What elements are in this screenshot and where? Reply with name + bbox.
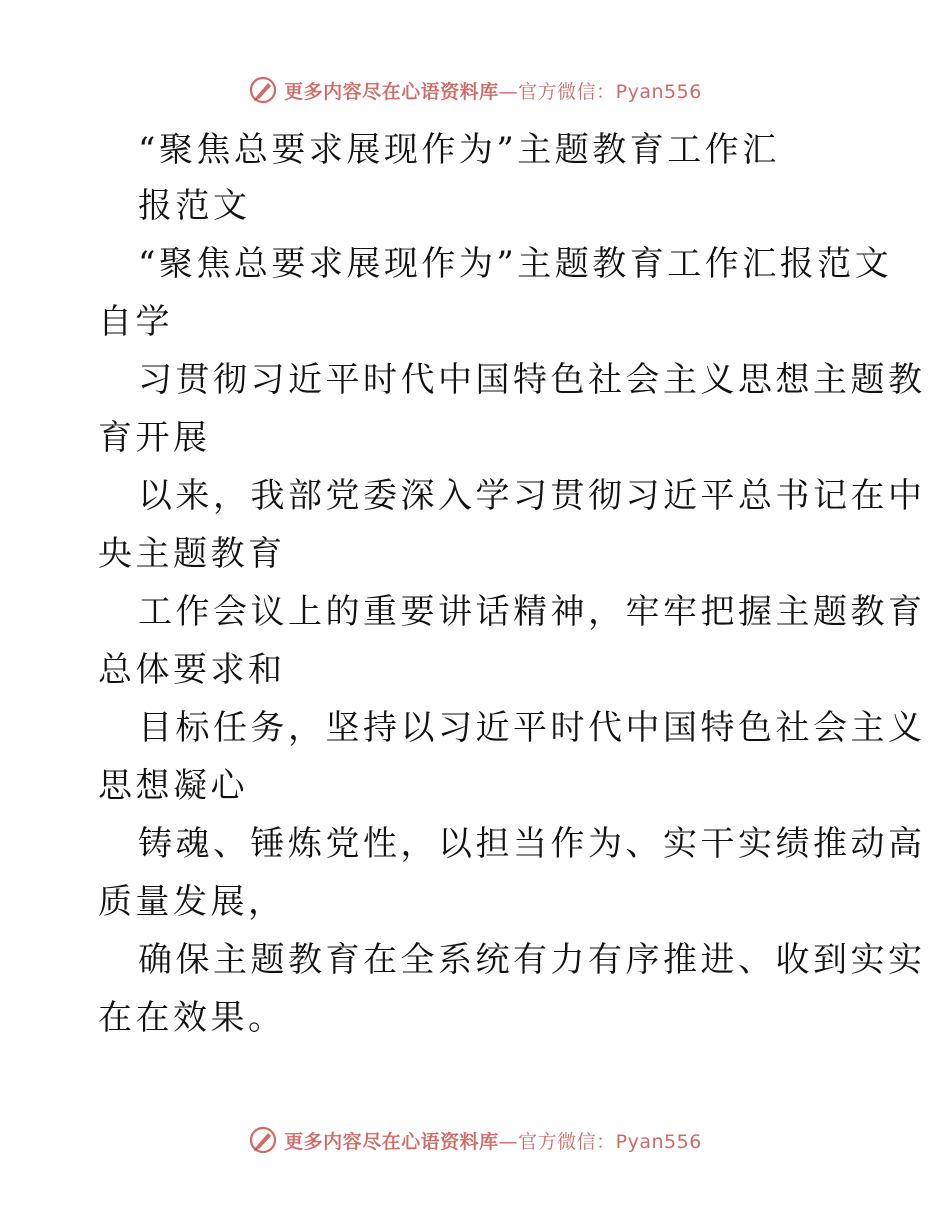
header-watermark <box>0 72 950 108</box>
quill-pen-circle-icon <box>248 75 278 105</box>
quill-pen-circle-icon <box>248 1125 278 1155</box>
watermark-text <box>284 77 702 104</box>
document-title-line-1: “聚焦总要求展现作为”主题教育工作汇 <box>138 130 780 170</box>
paragraph-line: 在在效果。 <box>98 998 286 1038</box>
paragraph-line: 以来，我部党委深入学习贯彻习近平总书记在中 <box>138 476 926 516</box>
watermark-main: 更多内容尽在心语资料库 <box>284 80 499 103</box>
paragraph-line: 总体要求和 <box>98 650 286 690</box>
watermark-separator: — <box>498 1130 519 1153</box>
paragraph-line: 工作会议上的重要讲话精神，牢牢把握主题教育 <box>138 592 926 632</box>
paragraph-line: 确保主题教育在全系统有力有序推进、收到实实 <box>138 940 926 980</box>
paragraph-line: 自学 <box>98 302 173 342</box>
paragraph-line: 铸魂、锤炼党性，以担当作为、实干实绩推动高 <box>138 824 926 864</box>
paragraph-line: 央主题教育 <box>98 534 286 574</box>
paragraph-line: 目标任务，坚持以习近平时代中国特色社会主义 <box>138 708 926 748</box>
paragraph-line: 思想凝心 <box>98 766 248 806</box>
watermark-main: 更多内容尽在心语资料库 <box>284 1130 499 1153</box>
document-title-line-2: 报范文 <box>138 186 251 226</box>
watermark-tail: 官方微信：Pyan556 <box>518 80 702 103</box>
paragraph-line: 育开展 <box>98 418 211 458</box>
paragraph-line: 习贯彻习近平时代中国特色社会主义思想主题教 <box>138 360 926 400</box>
paragraph-line: 质量发展， <box>98 882 286 922</box>
footer-watermark <box>0 1122 950 1158</box>
watermark-text <box>284 1127 702 1154</box>
watermark-separator: — <box>498 80 519 103</box>
paragraph-line: “聚焦总要求展现作为”主题教育工作汇报范文 <box>138 244 893 284</box>
watermark-tail: 官方微信：Pyan556 <box>518 1130 702 1153</box>
